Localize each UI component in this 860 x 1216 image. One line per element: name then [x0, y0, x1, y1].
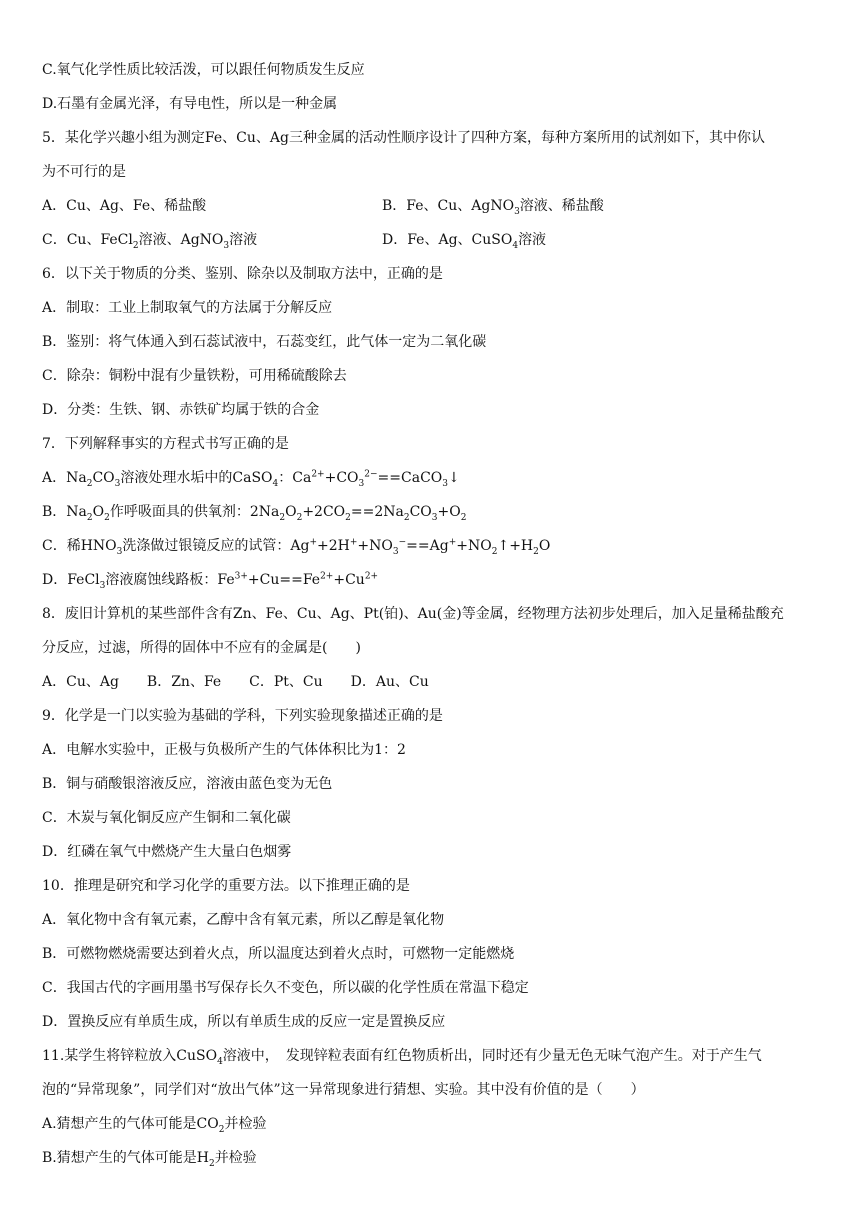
q7-stem: 7．下列解释事实的方程式书写正确的是	[42, 436, 289, 452]
q11-stem: 11.某学生将锌粒放入CuSO$_4$溶液中， 发现锌粒表面有红色物质析出，同时还有少量无色无味气泡产生。对于产生气	[42, 1048, 762, 1067]
q7-option-b: B．$Na_2O_2$作呼吸面具的供氧剂：$2Na_2O_2+2CO_2==2Na_2CO_3+O_2$	[42, 504, 467, 523]
q7-option-c: C．稀$HNO_3$洗涤做过银镜反应的试管：$Ag^++2H^++NO_3^-==Ag^++NO_2↑+H_2O$	[42, 537, 551, 557]
q9-option-c: C．木炭与氧化铜反应产生铜和二氧化碳	[42, 810, 291, 826]
q7-option-d: D．FeCl$_3$溶液腐蚀线路板：$Fe^{3+}+Cu==Fe^{2+}+Cu^{2+}$	[42, 571, 379, 591]
q10-option-b: B．可燃物燃烧需要达到着火点，所以温度达到着火点时，可燃物一定能燃烧	[42, 946, 515, 962]
q9-option-b: B．铜与硝酸银溶液反应，溶液由蓝色变为无色	[42, 776, 333, 792]
q5-options-ab	[42, 196, 604, 217]
q5-stem-cont: 为不可行的是	[42, 164, 126, 180]
q11-option-a: A.猜想产生的气体可能是$CO_2$并检验	[42, 1116, 267, 1135]
q9-option-d: D．红磷在氧气中燃烧产生大量白色烟雾	[42, 844, 292, 860]
q7-option-a: A．$Na_2CO_3$溶液处理水垢中的CaSO$_4$：$Ca^{2+}+CO_3^{2-}==CaCO_3↓$	[42, 469, 460, 489]
q8-options: A．Cu、Ag B．Zn、Fe C．Pt、Cu D．Au、Cu	[42, 674, 429, 690]
q6-option-b: B．鉴别：将气体通入到石蕊试液中，石蕊变红，此气体一定为二氧化碳	[42, 334, 487, 350]
q11-stem-cont: 泡的“异常现象”，同学们对“放出气体”这一异常现象进行猜想、实验。其中没有价值的是（ ）	[42, 1082, 645, 1098]
q5-option-c: C．Cu、FeCl$_2$溶液、AgNO$_3$溶液	[42, 232, 258, 251]
q10-option-a: A．氧化物中含有氧元素，乙醇中含有氧元素，所以乙醇是氧化物	[42, 912, 445, 928]
q5-stem: 5．某化学兴趣小组为测定Fe、Cu、Ag三种金属的活动性顺序设计了四种方案，每种方案所用的试剂如下，其中你认	[42, 130, 765, 146]
q6-stem: 6．以下关于物质的分类、鉴别、除杂以及制取方法中，正确的是	[42, 266, 443, 282]
q5-option-b: B．Fe、Cu、AgNO$_3$溶液、稀盐酸	[382, 198, 604, 217]
q6-option-a: A．制取：工业上制取氧气的方法属于分解反应	[42, 300, 333, 316]
q5-option-a: A．Cu、Ag、Fe、稀盐酸	[42, 198, 207, 214]
q11-option-b: B.猜想产生的气体可能是$H_2$并检验	[42, 1150, 257, 1169]
q5-option-d: D．Fe、Ag、CuSO$_4$溶液	[382, 232, 547, 251]
q8-stem: 8．废旧计算机的某些部件含有Zn、Fe、Cu、Ag、Pt(铂)、Au(金)等金属，经物理方法初步处理后，加入足量稀盐酸充	[42, 606, 784, 622]
q6-option-d: D．分类：生铁、钢、赤铁矿均属于铁的合金	[42, 402, 320, 418]
q10-option-c: C．我国古代的字画用墨书写保存长久不变色，所以碳的化学性质在常温下稳定	[42, 980, 529, 996]
q9-stem: 9．化学是一门以实验为基础的学科，下列实验现象描述正确的是	[42, 708, 443, 724]
q10-stem: 10．推理是研究和学习化学的重要方法。以下推理正确的是	[42, 878, 410, 894]
q4-option-d: D.石墨有金属光泽，有导电性，所以是一种金属	[42, 96, 338, 112]
q10-option-d: D．置换反应有单质生成，所以有单质生成的反应一定是置换反应	[42, 1014, 446, 1030]
q5-options-cd	[42, 230, 547, 251]
q4-option-c: C.氧气化学性质比较活泼，可以跟任何物质发生反应	[42, 62, 365, 78]
q6-option-c: C．除杂：铜粉中混有少量铁粉，可用稀硫酸除去	[42, 368, 347, 384]
q9-option-a: A．电解水实验中，正极与负极所产生的气体体积比为1：2	[42, 742, 406, 758]
q8-stem-cont: 分反应，过滤，所得的固体中不应有的金属是( )	[42, 640, 361, 656]
